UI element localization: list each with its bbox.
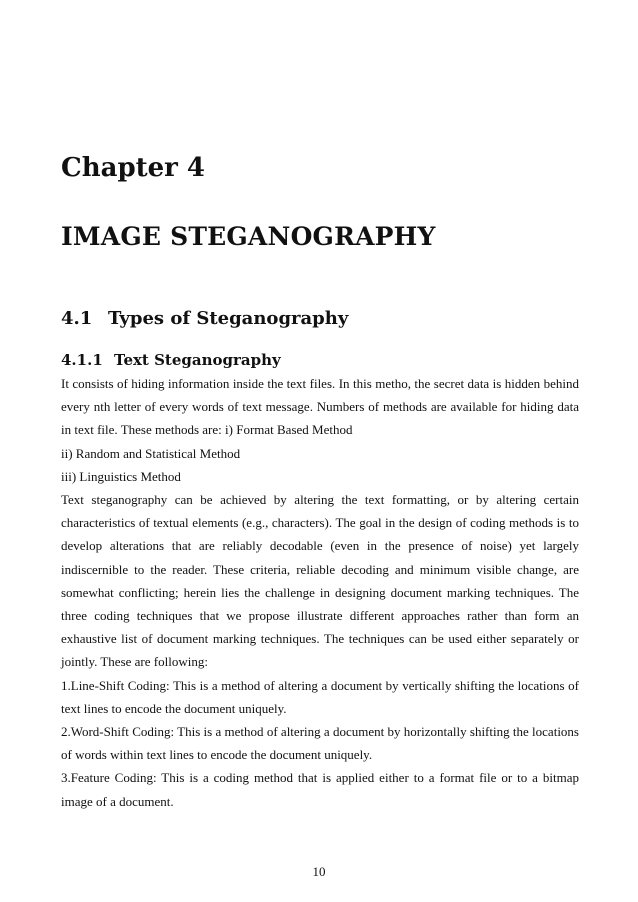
section-heading (61, 306, 348, 332)
body-text (61, 372, 579, 813)
section-title: Types of Steganography (108, 308, 349, 329)
list-item-linguistics: iii) Linguistics Method (61, 468, 181, 484)
list-item-random-statistical: ii) Random and Statistical Method (61, 445, 241, 461)
paragraph-formatting: Text steganography can be achieved by altering the text formatting, or by altering certain characteristics of textual elements (e.g., characters). The goal in the design of coding methods is to develop alterations that are reliably decodable (even in the presence of noise) yet largely indiscernible to the reader. These criteria, reliable decoding and minimum visible change, are somewhat conflicting; herein lies the challenge in designing document marking techniques. The three coding techniques that we propose illustrate different approaches rather than form an exhaustive list of document marking techniques. The techniques can be used either separately or jointly. These are following: (61, 492, 579, 670)
paragraph-intro: It consists of hiding information inside the text files. In this metho, the secret data is hidden behind every nth letter of every words of text message. Numbers of methods are available for hiding data in text file. These methods are: i) Format Based Method (61, 376, 579, 438)
subsection-heading (61, 349, 281, 371)
paragraph-line-shift: 1.Line-Shift Coding: This is a method of altering a document by vertically shifting the locations of text lines to encode the document uniquely. (61, 677, 579, 716)
section-number: 4.1 (61, 308, 93, 329)
subsection-number: 4.1.1 (61, 351, 103, 369)
subsection-title: Text Steganography (114, 351, 281, 369)
paragraph-feature-coding: 3.Feature Coding: This is a coding method that is applied either to a format file or to a bitmap image of a document. (61, 770, 579, 809)
chapter-label: Chapter 4 (61, 153, 206, 183)
paragraph-word-shift: 2.Word-Shift Coding: This is a method of altering a document by horizontally shifting the locations of words within text lines to encode the document uniquely. (61, 724, 579, 763)
page-number: 10 (312, 864, 326, 879)
chapter-title: IMAGE STEGANOGRAPHY (61, 222, 436, 251)
